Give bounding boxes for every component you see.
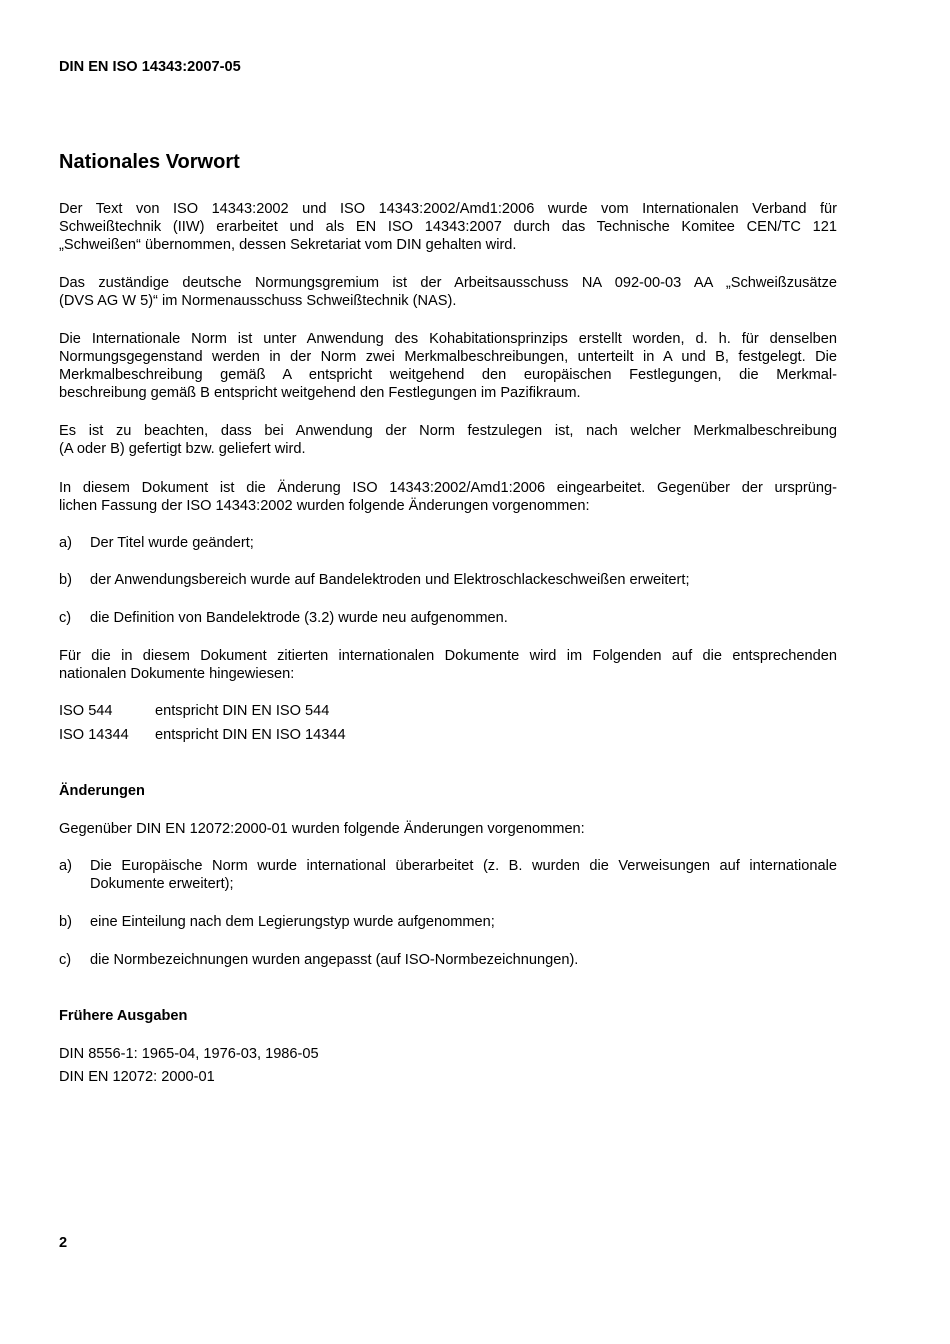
list-label: c) xyxy=(59,610,72,626)
text-line: Es ist zu beachten, dass bei Anwendung der Norm festzulegen ist, nach welcher Merkmalbeschreibung xyxy=(59,423,837,439)
list-text xyxy=(90,913,837,931)
text-line: Die Internationale Norm ist unter Anwendung des Kohabitationsprinzips erstellt worden, d. h. für denselben xyxy=(59,331,837,347)
list-label: b) xyxy=(59,914,72,930)
text-line: nationalen Dokumente hingewiesen: xyxy=(59,666,295,682)
list-label: b) xyxy=(59,572,72,588)
reference-din: entspricht DIN EN ISO 544 xyxy=(155,703,330,719)
reference-din: entspricht DIN EN ISO 14344 xyxy=(155,727,346,743)
text-line: die Normbezeichnungen wurden angepasst (auf ISO-Normbezeichnungen). xyxy=(90,952,579,968)
list-text: Der Titel wurde geändert; xyxy=(90,535,254,551)
subheading: Frühere Ausgaben xyxy=(59,1008,188,1024)
list-item xyxy=(59,951,837,969)
edition-line: DIN EN 12072: 2000-01 xyxy=(59,1069,215,1085)
section-title: Nationales Vorwort xyxy=(59,151,240,173)
text-line: Merkmalbeschreibung gemäß A entspricht weitgehend den europäischen Festlegungen, die Merkmal- xyxy=(59,367,837,383)
paragraph xyxy=(59,647,837,683)
paragraph xyxy=(59,422,837,458)
list-item xyxy=(59,857,837,893)
list-item xyxy=(59,571,837,589)
list-text xyxy=(90,951,837,969)
list-item xyxy=(59,609,837,627)
text-line: Dokumente erweitert); xyxy=(90,876,234,892)
text-line: eine Einteilung nach dem Legierungstyp wurde aufgenommen; xyxy=(90,914,495,930)
list-item xyxy=(59,913,837,931)
text-line: (DVS AG W 5)“ im Normenausschuss Schweißtechnik (NAS). xyxy=(59,293,457,309)
reference-iso: ISO 14344 xyxy=(59,727,129,743)
list-text xyxy=(90,857,837,893)
text-line: Der Text von ISO 14343:2002 und ISO 14343:2002/Amd1:2006 wurde vom Internationalen Verband für xyxy=(59,201,837,217)
subheading: Änderungen xyxy=(59,783,145,799)
text-line: Schweißtechnik (IIW) erarbeitet und als EN ISO 14343:2007 durch das Technische Komitee CEN/TC 121 xyxy=(59,219,837,235)
paragraph xyxy=(59,274,837,310)
reference-iso: ISO 544 xyxy=(59,703,113,719)
list-text: der Anwendungsbereich wurde auf Bandelektroden und Elektroschlackeschweißen erweitert; xyxy=(90,572,690,588)
text-line: Normungsgegenstand werden in der Norm zwei Merkmalbeschreibungen, unterteilt in A und B, festgelegt. Die xyxy=(59,349,837,365)
text-line: lichen Fassung der ISO 14343:2002 wurden folgende Änderungen vorgenommen: xyxy=(59,498,590,514)
text-line: In diesem Dokument ist die Änderung ISO 14343:2002/Amd1:2006 eingearbeitet. Gegenüber der ursprüng- xyxy=(59,480,837,496)
text-line: Die Europäische Norm wurde international überarbeitet (z. B. wurden die Verweisungen auf internationale xyxy=(90,858,837,874)
paragraph xyxy=(59,479,837,515)
document-header: DIN EN ISO 14343:2007-05 xyxy=(59,59,241,75)
list-item xyxy=(59,534,837,552)
text-line: beschreibung gemäß B entspricht weitgehend den Festlegungen im Pazifikraum. xyxy=(59,385,581,401)
paragraph xyxy=(59,330,837,402)
text-line: Für die in diesem Dokument zitierten internationalen Dokumente wird im Folgenden auf die entsprechenden xyxy=(59,648,837,664)
list-text: die Definition von Bandelektrode (3.2) wurde neu aufgenommen. xyxy=(90,610,508,626)
paragraph: Gegenüber DIN EN 12072:2000-01 wurden folgende Änderungen vorgenommen: xyxy=(59,821,585,837)
text-line: (A oder B) gefertigt bzw. geliefert wird. xyxy=(59,441,306,457)
list-label: a) xyxy=(59,535,72,551)
text-line: „Schweißen“ übernommen, dessen Sekretariat vom DIN gehalten wird. xyxy=(59,237,517,253)
page-number: 2 xyxy=(59,1235,68,1251)
edition-line: DIN 8556-1: 1965-04, 1976-03, 1986-05 xyxy=(59,1046,319,1062)
list-label: c) xyxy=(59,952,72,968)
list-label: a) xyxy=(59,858,72,874)
paragraph xyxy=(59,200,837,254)
reference-row xyxy=(59,726,837,744)
text-line: Das zuständige deutsche Normungsgremium ist der Arbeitsausschuss NA 092-00-03 AA „Schweißzusätze xyxy=(59,275,837,291)
reference-row xyxy=(59,702,837,720)
